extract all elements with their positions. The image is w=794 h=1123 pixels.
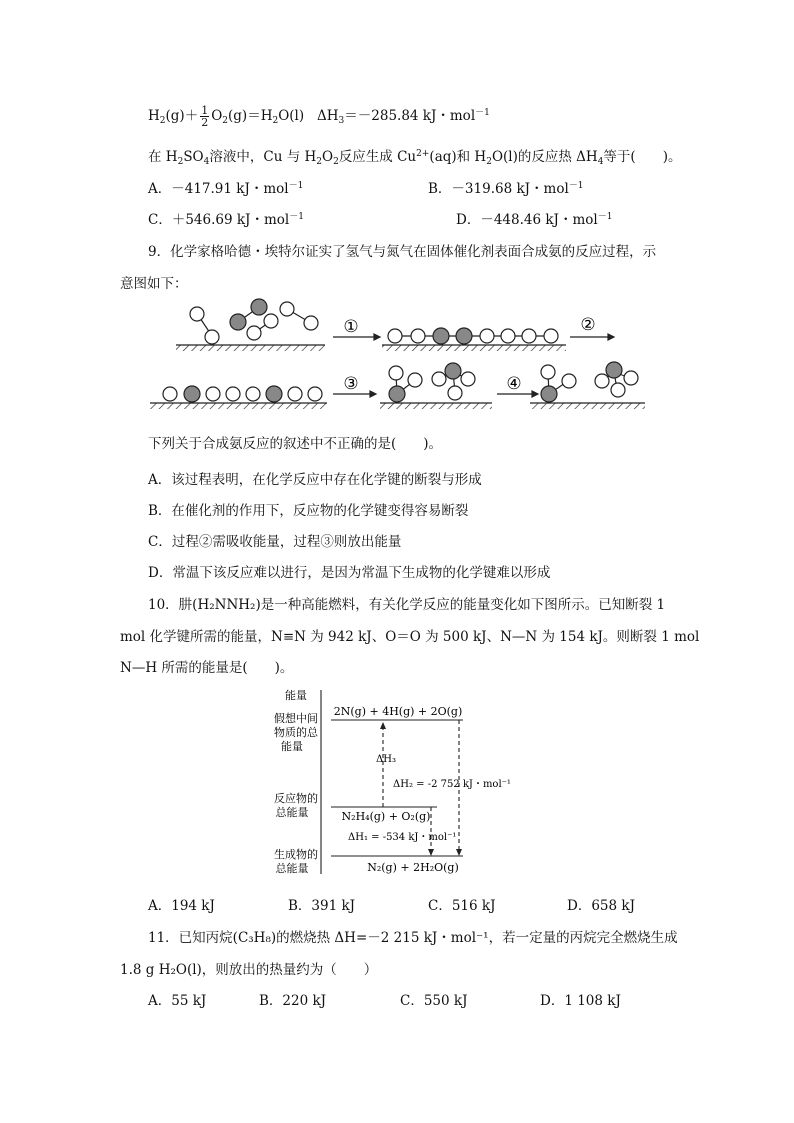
level2-label: 总能量 [275,806,309,819]
energy-axis-label: 能量 [285,689,307,702]
h-atom [562,374,576,388]
h-atom [205,330,219,344]
level3-formula: N₂(g) + 2H₂O(g) [367,861,459,874]
h-atom [264,314,278,328]
q9-option-c[interactable]: C．过程②需吸收能量，过程③则放出能量 [148,534,402,550]
h-atom [308,387,322,401]
q10-option-d[interactable]: D．658 kJ [567,898,635,914]
q11-line1: 11．已知丙烷(C₃H₈)的燃烧热 ΔH=－2 215 kJ・mol⁻¹，若一定量的丙烷完全燃烧生成 [148,930,678,946]
n-atom [230,314,246,330]
h-atom [432,372,446,386]
q10-option-c[interactable]: C．516 kJ [428,898,496,914]
q8-option-b[interactable]: B．－319.68 kJ・mol$^{-1}$ [428,181,584,197]
level3-label: 生成物的 [274,848,318,861]
q10-option-a[interactable]: A．194 kJ [148,898,215,914]
level1-label: 能量 [281,740,303,753]
level1-formula: 2N(g) + 4H(g) + 2O(g) [333,705,463,718]
level2-formula: N₂H₄(g) + O₂(g) [341,810,431,823]
h-atom [611,383,625,397]
fraction: $\frac{1}{2}$ [201,104,209,129]
h-atom [226,387,240,401]
q8-stem: 在 $H_2SO_4$溶液中，Cu 与 $H_2O_2$反应生成 $Cu^{2+}(aq)$和 $H_2O(l)$的反应热 $\Delta H_4$等于( )。 [148,149,682,167]
q10-line1: 10．肼(H₂NNH₂)是一种高能燃料，有关化学反应的能量变化如下图所示。已知断裂 1 [148,597,666,613]
h-atom [304,316,318,330]
step-2-label: ② [580,315,596,335]
step-3-label: ③ [343,374,359,394]
q11-option-d[interactable]: D．1 108 kJ [540,993,621,1009]
h-atom [544,329,558,343]
q9-stem-line1: 9．化学家格哈德・埃特尔证实了氢气与氮气在固体催化剂表面合成氨的反应过程，示 [148,244,657,260]
h-atom [280,302,294,316]
q9-question: 下列关于合成氨反应的叙述中不正确的是( )。 [148,436,443,452]
dh1-label: ΔH₁ = -534 kJ・mol⁻¹ [348,832,457,843]
q8-option-a[interactable]: A．－417.91 kJ・mol$^{-1}$ [148,181,304,197]
n-atom [389,386,405,402]
level2-label: 反应物的 [274,792,318,805]
level1-label: 假想中间 [274,712,318,725]
q10-option-b[interactable]: B．391 kJ [288,898,356,914]
h-atom [461,372,475,386]
h-atom [541,365,555,379]
q9-stem-line2: 意图如下： [120,276,188,292]
h-atom [247,326,261,340]
dh3-label: ΔH₃ [376,754,396,765]
h-atom [411,329,425,343]
n-atom [445,363,461,379]
dh2-label: ΔH₂ = -2 752 kJ・mol⁻¹ [393,779,511,790]
n-atom [541,386,557,402]
h-atom [190,307,204,321]
n-atom [456,328,472,344]
n-atom [433,328,449,344]
q9-option-d[interactable]: D．常温下该反应难以进行，是因为常温下生成物的化学键难以形成 [148,565,551,581]
q11-option-b[interactable]: B．220 kJ [259,993,327,1009]
q11-line2: 1.8 g H₂O(l)，则放出的热量约为（ ） [120,962,378,978]
h-atom [624,371,638,385]
h-atom [408,373,422,387]
h-atom [206,387,220,401]
q8-option-c[interactable]: C．＋546.69 kJ・mol$^{-1}$ [148,212,304,228]
h-atom [288,387,302,401]
q9-process-diagram [0,296,794,426]
h-atom [522,329,536,343]
n-atom [606,362,622,378]
h-atom [595,374,609,388]
q11-option-a[interactable]: A．55 kJ [148,993,207,1009]
n-atom [266,386,282,402]
h-atom [163,387,177,401]
q8-equation-3: $H_2(g)+$ $\frac{1}{2}$ $O_2(g)=H_2O(l)$ $\Delta H_3=-285.84$ kJ・mol$^{-1}$ [148,104,490,129]
level1-label: 物质的总 [274,726,318,739]
n-atom [251,299,267,315]
step-4-label: ④ [506,374,522,394]
q8-option-d[interactable]: D．－448.46 kJ・mol$^{-1}$ [456,212,613,228]
step-1-label: ① [343,317,359,337]
q11-option-c[interactable]: C．550 kJ [400,993,468,1009]
h-atom [480,329,494,343]
q9-option-b[interactable]: B．在催化剂的作用下，反应物的化学键变得容易断裂 [148,503,469,519]
h-atom [501,329,515,343]
h-atom [448,386,462,400]
n-atom [184,386,200,402]
level3-label: 总能量 [275,862,309,875]
q10-line3: N—H 所需的能量是( )。 [120,660,294,676]
q10-energy-diagram [0,684,794,884]
q9-option-a[interactable]: A．该过程表明，在化学反应中存在化学键的断裂与形成 [148,472,482,488]
h-atom [246,387,260,401]
q10-line2: mol 化学键所需的能量，N≡N 为 942 kJ、O＝O 为 500 kJ、N—N 为 154 kJ。则断裂 1 mol [120,629,700,645]
h-atom [388,329,402,343]
h-atom [389,366,403,380]
